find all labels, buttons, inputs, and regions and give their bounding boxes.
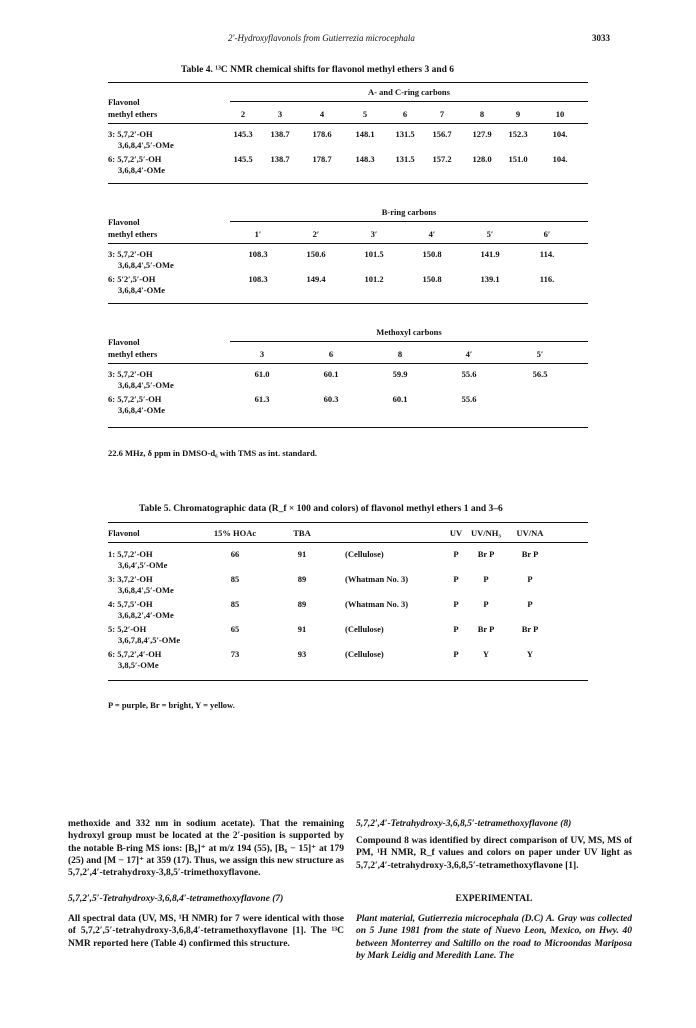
running-head-title: 2′-Hydroxyflavonols from Gutierrezia microcephala <box>228 33 415 43</box>
table4-column-header: 4′ <box>428 229 436 239</box>
experimental-heading: EXPERIMENTAL <box>455 894 533 904</box>
table4-column-header: 4′ <box>465 349 473 359</box>
table4-column-header: 5 <box>362 109 368 119</box>
table4-cell: 108.3 <box>248 249 268 259</box>
table4-column-header: 3′ <box>370 229 378 239</box>
table4-stub-label: Flavonol <box>108 337 140 347</box>
table5-cell: 91 <box>297 624 307 634</box>
table5-cell: P <box>527 574 533 584</box>
table4-column-header: 3 <box>277 109 283 119</box>
table4-cell: 128.0 <box>472 154 492 164</box>
table4-column-header: 8 <box>397 349 403 359</box>
table5-cell: 89 <box>297 599 307 609</box>
table4-row-substitution: 3,6,8,4′-OMe <box>118 165 166 175</box>
table4-row-name: 3: 5,7,2′-OH <box>108 129 153 139</box>
table4-stub-label: methyl ethers <box>108 109 158 119</box>
table4-cell: 104. <box>552 154 568 164</box>
table5-cell: 93 <box>297 649 307 659</box>
table5-cell: 65 <box>230 624 240 634</box>
table4-group-header: Methoxyl carbons <box>376 327 442 337</box>
table5-caption: Table 5. Chromatographic data (R_f × 100 and colors) of flavonol methyl ethers 1 and 3–6 <box>139 504 503 514</box>
table4-stub-label: Flavonol <box>108 97 140 107</box>
table4-column-header: 8 <box>479 109 485 119</box>
table4-row-name: 6: 5,7,2′,5′-OH <box>108 394 162 404</box>
table4-cell: 145.5 <box>233 154 253 164</box>
table5-cell: (Cellulose) <box>345 549 384 559</box>
table4-row-name: 6: 5′2′,5′-OH <box>108 274 156 284</box>
table5-cell: P <box>483 599 489 609</box>
table4-cell: 152.3 <box>508 129 528 139</box>
table5-row-name: 5: 5,2′-OH <box>108 624 147 634</box>
table4-cell: 150.6 <box>306 249 326 259</box>
table5-row-substitution: 3,6,8,4′,5′-OMe <box>118 585 174 595</box>
table4-cell: 138.7 <box>270 154 290 164</box>
table5-row-name: 4: 5,7,5′-OH <box>108 599 153 609</box>
table5-cell: 66 <box>230 549 240 559</box>
table4-row-substitution: 3,6,8,4′,5′-OMe <box>118 260 174 270</box>
table4-cell: 178.7 <box>312 154 332 164</box>
table4-top-rule <box>108 82 588 83</box>
table4-column-header: 2′ <box>312 229 320 239</box>
table5-row-name: 1: 5,7,2′-OH <box>108 549 153 559</box>
table4-group-header: B-ring carbons <box>381 207 437 217</box>
table5-cell: (Whatman No. 3) <box>345 574 409 584</box>
table4-cell: 156.7 <box>432 129 452 139</box>
table5-top-rule <box>108 522 588 523</box>
table5-row-substitution: 3,8,5′-OMe <box>118 660 159 670</box>
table5-bottom-rule <box>108 680 588 681</box>
table4-cell: 141.9 <box>480 249 500 259</box>
table4-cell: 150.8 <box>422 274 442 284</box>
table4-footnote: 22.6 MHz, δ ppm in DMSO-d₆ with TMS as int. standard. <box>108 448 317 458</box>
table5-cell: (Cellulose) <box>345 649 384 659</box>
table4-cell: 61.3 <box>254 394 270 404</box>
table4-cell: 138.7 <box>270 129 290 139</box>
table5-column-header: UV/NH₃ <box>471 528 501 538</box>
table4-column-header: 1′ <box>254 229 262 239</box>
table5-cell: P <box>453 549 459 559</box>
table5-cell: P <box>483 574 489 584</box>
plant-material-label: Plant material, Gutierrezia microcephala (D.C) A. Gray was collected on 5 June 1981 from the state of Nuevo Leon, Mexico, on Hwy. 40 between Monterrey and Saltillo on the road to Microondas Mariposa by Mark Leidig and Meredith Lane. The <box>356 914 632 961</box>
page-number: 3033 <box>592 33 610 43</box>
table4-block-bottom-rule <box>108 303 588 304</box>
table4-stub-label: methyl ethers <box>108 349 158 359</box>
table4-column-header: 5′ <box>536 349 544 359</box>
table4-group-header: A- and C-ring carbons <box>368 87 450 97</box>
table5-cell: Br P <box>521 549 539 559</box>
table4-cell: 55.6 <box>461 369 477 379</box>
table4-stub-label: Flavonol <box>108 217 140 227</box>
table4-cell: 101.2 <box>364 274 384 284</box>
table4-cell: 60.1 <box>392 394 408 404</box>
table4-cell: 131.5 <box>395 154 415 164</box>
table4-cell: 55.6 <box>461 394 477 404</box>
table4-column-header: 5′ <box>486 229 494 239</box>
table5-cell: 85 <box>230 599 240 609</box>
table4-cell: 157.2 <box>432 154 452 164</box>
table5-cell: 89 <box>297 574 307 584</box>
table5-row-name: 3: 3,7,2′-OH <box>108 574 153 584</box>
table5-column-header: TBA <box>293 528 311 538</box>
table4-cell: 61.0 <box>254 369 270 379</box>
table4-cell: 150.8 <box>422 249 442 259</box>
table4-column-header: 6 <box>328 349 334 359</box>
table4-cell: 56.5 <box>532 369 548 379</box>
right-paragraph-2 <box>356 913 632 962</box>
table4-row-name: 3: 5,7,2′-OH <box>108 249 153 259</box>
table4-row-substitution: 3,6,8,4′,5′-OMe <box>118 140 174 150</box>
table4-block-bottom-rule <box>108 183 588 184</box>
table4-cell: 60.3 <box>323 394 339 404</box>
table4-cell: 60.1 <box>323 369 339 379</box>
left-paragraph-1: methoxide and 332 nm in sodium acetate). That the remaining hydroxyl group must be located at the 2′-position is supported by the notable B-ring MS ions: [B₆]⁺ at m/z 194 (55), [B₆ − 15]⁺ at 179 (25) and [M − 17]⁺ at 359 (17). Thus, we assign this new structure as 5,7,2′,4′-tetrahydroxy-3,8,5′-trimethoxyflavone. <box>68 819 344 879</box>
table5-header-rule <box>108 542 588 543</box>
table4-header-rule <box>108 123 588 124</box>
table4-cell: 148.3 <box>355 154 375 164</box>
table4-stub-label: methyl ethers <box>108 229 158 239</box>
left-paragraph-2: All spectral data (UV, MS, ¹H NMR) for 7 were identical with those of 5,7,2′,5′-tetrahydroxy-3,6,8,4′-tetramethoxyflavone [1]. The ¹³C NMR reported here (Table 4) confirmed this structure. <box>68 914 344 949</box>
table5-cell: 91 <box>297 549 307 559</box>
table5-cell: P <box>527 599 533 609</box>
table5-cell: Y <box>482 649 490 659</box>
table4-column-header: 7 <box>439 109 445 119</box>
table5-cell: (Cellulose) <box>345 624 384 634</box>
left-heading: 5,7,2′,5′-Tetrahydroxy-3,6,8,4′-tetramethoxyflavone (7) <box>68 894 284 904</box>
table4-cell: 59.9 <box>392 369 408 379</box>
table5-row-substitution: 3,6,8,2′,4′-OMe <box>118 610 174 620</box>
table4-cell: 149.4 <box>306 274 326 284</box>
table4-row-substitution: 3,6,8,4′-OMe <box>118 285 166 295</box>
table5-row-substitution: 3,6,7,8,4′,5′-OMe <box>118 635 181 645</box>
table4-column-header: 3 <box>259 349 265 359</box>
table5-column-header: Flavonol <box>108 528 140 538</box>
table5-cell: Br P <box>477 549 495 559</box>
table4-column-header: 10 <box>555 109 565 119</box>
table4-group-rule <box>230 221 588 222</box>
table5-column-header: 15% HOAc <box>213 528 257 538</box>
table4-block-bottom-rule <box>108 427 588 428</box>
table4-row-substitution: 3,6,8,4′-OMe <box>118 405 166 415</box>
table4-column-header: 6′ <box>543 229 551 239</box>
right-paragraph-1: Compound 8 was identified by direct comparison of UV, MS, MS of PM, ¹H NMR, R_f values and colors on paper under UV light as 5,7,2′,4′-tetrahydroxy-3,6,8,5′-tetramethoxyflavone [1]. <box>356 836 632 871</box>
table5-column-header: UV/NA <box>516 528 544 538</box>
table4-cell: 104. <box>552 129 568 139</box>
table4-cell: 127.9 <box>472 129 492 139</box>
table4-column-header: 4 <box>319 109 325 119</box>
table5-row-name: 6: 5,7,2′,4′-OH <box>108 649 162 659</box>
table5-cell: Br P <box>521 624 539 634</box>
table5-cell: 85 <box>230 574 240 584</box>
table5-column-header: UV <box>449 528 463 538</box>
table4-cell: 148.1 <box>355 129 375 139</box>
table4-cell: 151.0 <box>508 154 528 164</box>
table4-header-rule <box>108 243 588 244</box>
table4-column-header: 6 <box>402 109 408 119</box>
table5-row-substitution: 3,6,4′,5′-OMe <box>118 560 168 570</box>
table4-group-rule <box>230 341 588 342</box>
right-heading: 5,7,2′,4′-Tetrahydroxy-3,6,8,5′-tetramethoxyflavone (8) <box>356 819 572 829</box>
table5-footnote: P = purple, Br = bright, Y = yellow. <box>108 700 235 710</box>
table5-cell: Y <box>526 649 534 659</box>
table4-cell: 101.5 <box>364 249 384 259</box>
table4-cell: 108.3 <box>248 274 268 284</box>
table5-cell: Br P <box>477 624 495 634</box>
table5-cell: (Whatman No. 3) <box>345 599 409 609</box>
table4-cell: 131.5 <box>395 129 415 139</box>
table4-row-name: 6: 5,7,2′,5′-OH <box>108 154 162 164</box>
table5-cell: P <box>453 574 459 584</box>
table4-caption: Table 4. ¹³C NMR chemical shifts for flavonol methyl ethers 3 and 6 <box>181 65 455 75</box>
table5-cell: P <box>453 599 459 609</box>
table4-group-rule <box>230 101 588 102</box>
table4-column-header: 2 <box>240 109 246 119</box>
table4-column-header: 9 <box>515 109 521 119</box>
table4-row-substitution: 3,6,8,4′,5′-OMe <box>118 380 174 390</box>
table5-cell: 73 <box>230 649 240 659</box>
table4-cell: 145.3 <box>233 129 253 139</box>
table4-cell: 139.1 <box>480 274 500 284</box>
table4-row-name: 3: 5,7,2′-OH <box>108 369 153 379</box>
table5-cell: P <box>453 624 459 634</box>
table4-header-rule <box>108 363 588 364</box>
table4-cell: 114. <box>539 249 555 259</box>
table4-cell: 116. <box>539 274 555 284</box>
table4-cell: 178.6 <box>312 129 332 139</box>
table5-cell: P <box>453 649 459 659</box>
